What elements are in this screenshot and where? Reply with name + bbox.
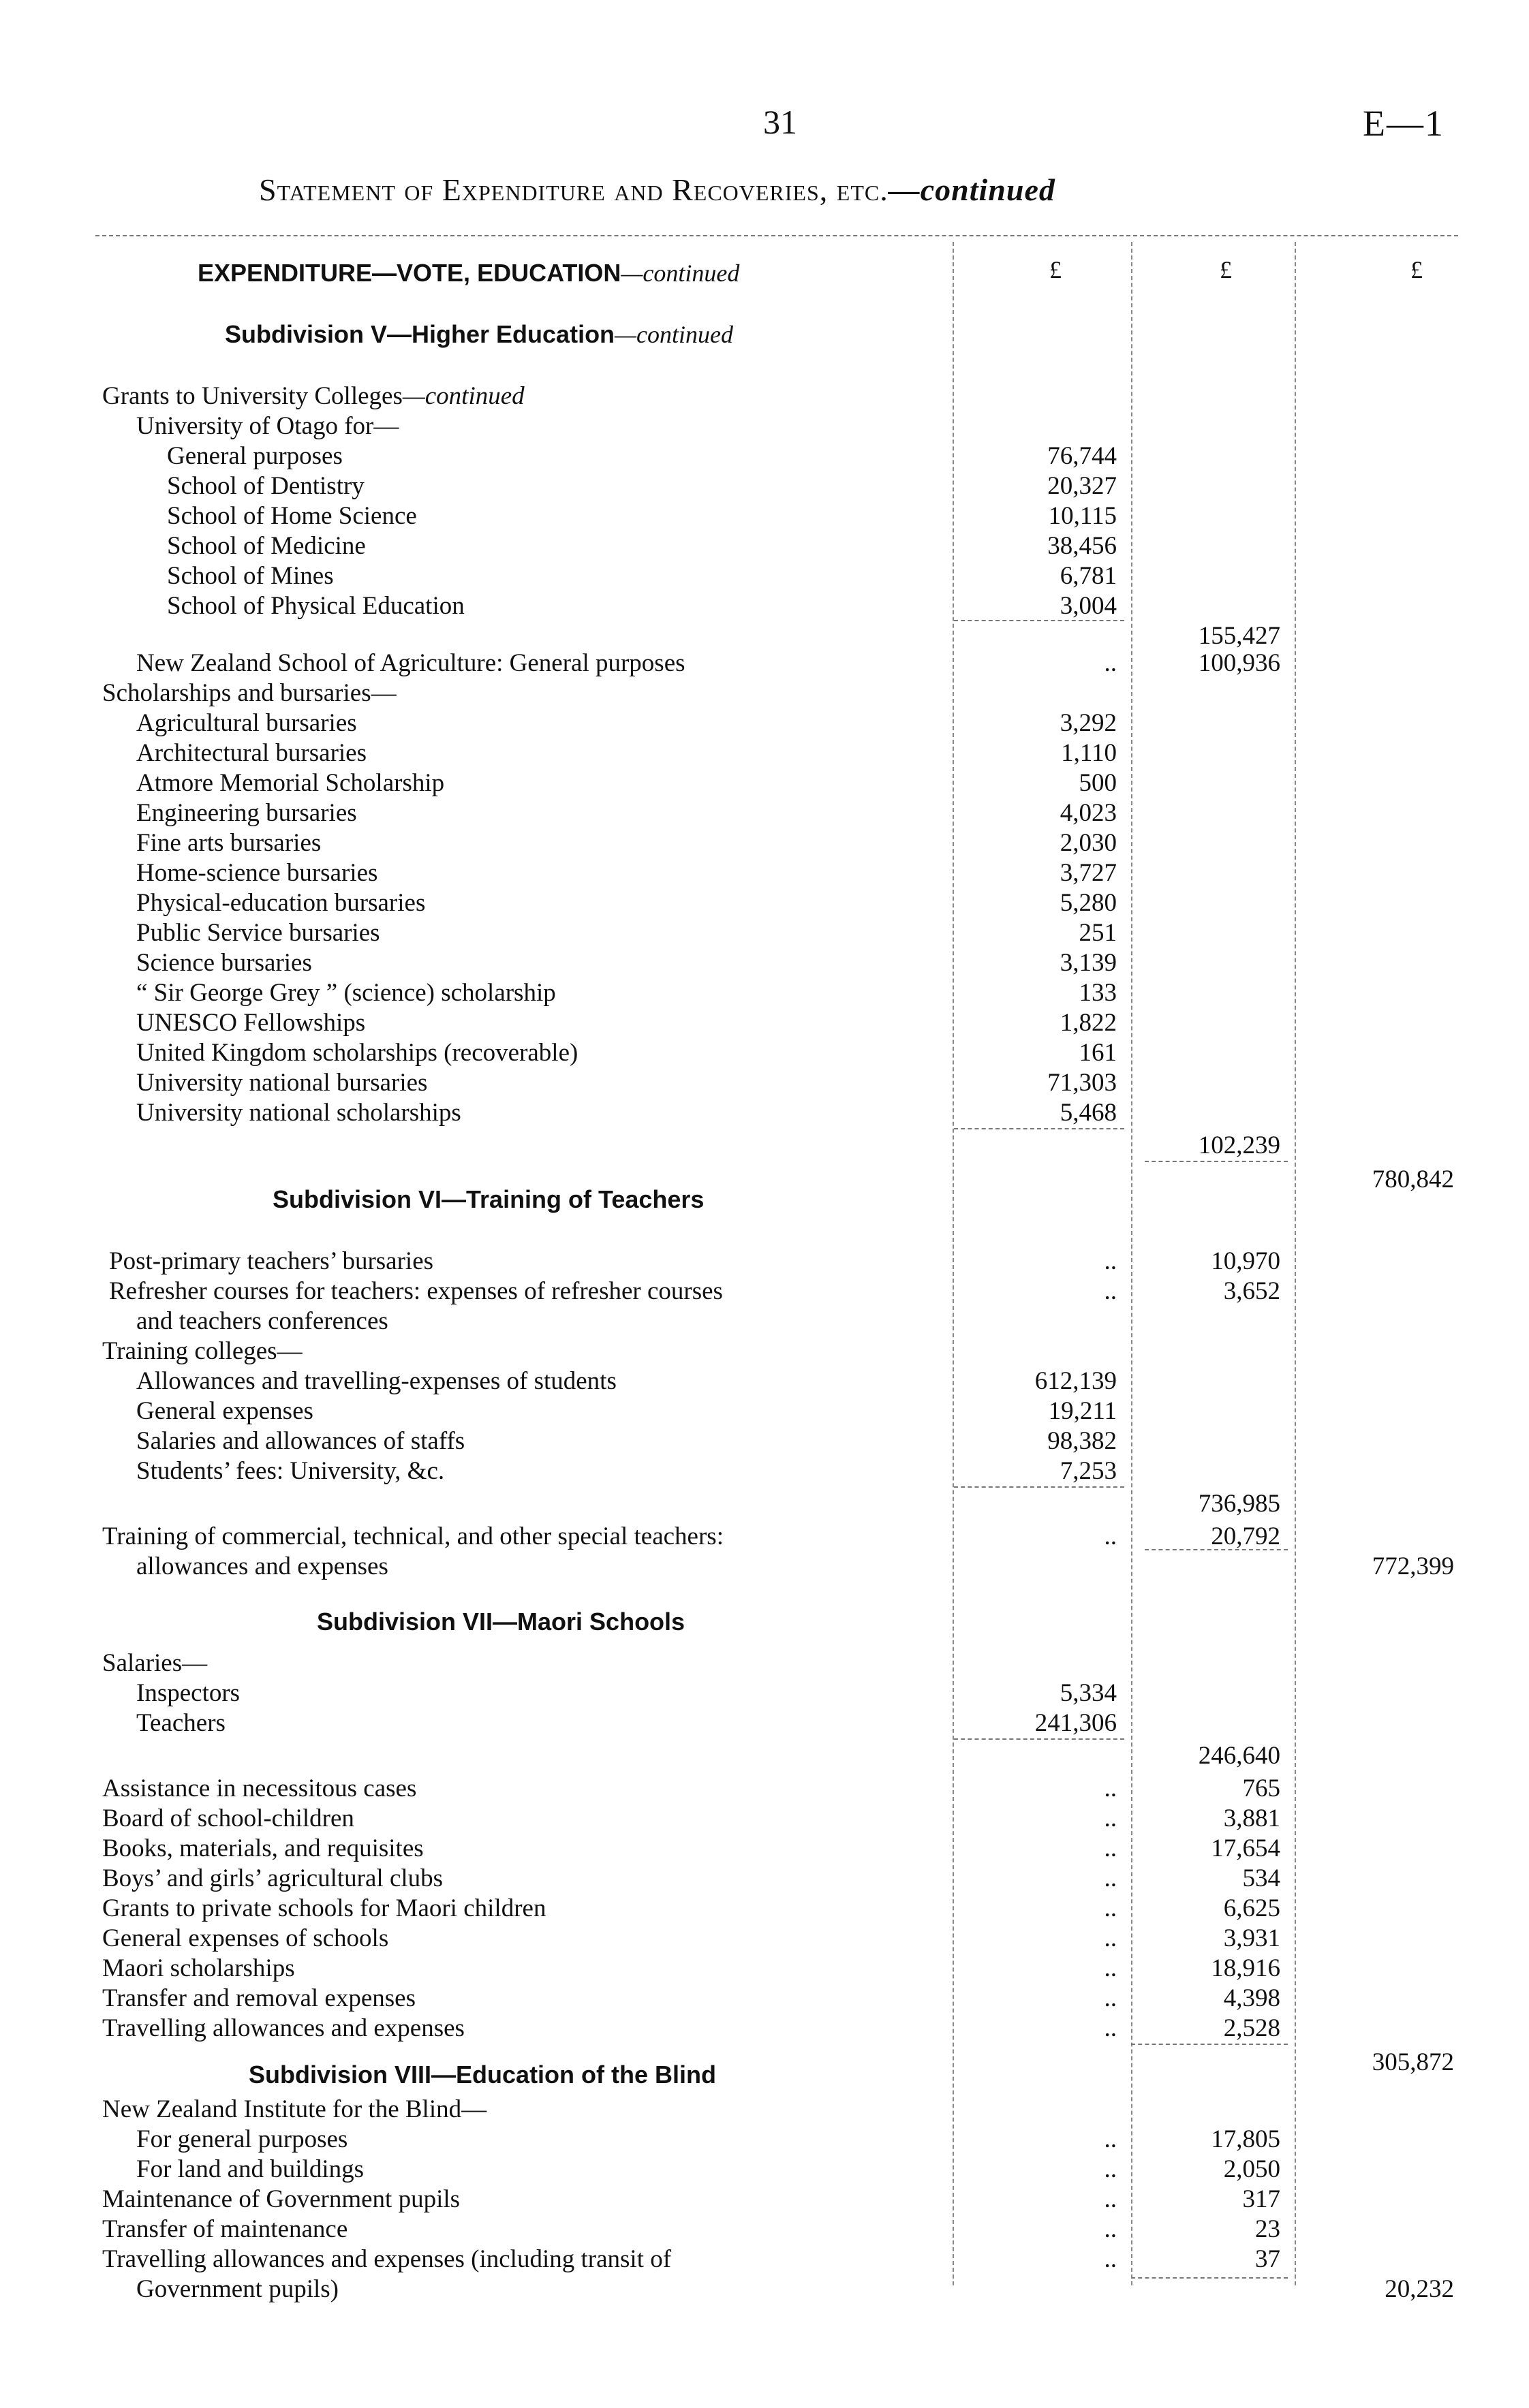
col1-value: .. bbox=[1104, 2185, 1117, 2213]
col1-value: 5,280 bbox=[1060, 889, 1117, 917]
row-label: Grants to private schools for Maori children bbox=[102, 1894, 546, 1922]
row-label: Allowances and travelling-expenses of students bbox=[136, 1367, 617, 1395]
list-item bbox=[0, 978, 1529, 1008]
col3-value: 780,842 bbox=[1372, 1166, 1454, 1193]
page-number: 31 bbox=[763, 103, 797, 141]
col1-value: .. bbox=[1104, 1247, 1117, 1275]
title-main: Statement of Expenditure and Recoveries, etc. bbox=[259, 172, 889, 207]
row-label: Board of school-children bbox=[102, 1804, 354, 1832]
row-label: Transfer and removal expenses bbox=[102, 1984, 416, 2012]
col1-value: 161 bbox=[1079, 1039, 1117, 1067]
subdivision-vii-heading: Subdivision VII—Maori Schools bbox=[317, 1608, 685, 1636]
page-title bbox=[259, 172, 1055, 208]
row-label: United Kingdom scholarships (recoverable) bbox=[136, 1039, 578, 1067]
col1-currency: £ bbox=[1049, 256, 1062, 283]
list-item bbox=[0, 1774, 1529, 1804]
row-label: Grants to University Colleges—continued bbox=[102, 382, 525, 410]
list-item bbox=[0, 1068, 1529, 1098]
list-item bbox=[0, 1038, 1529, 1068]
row-label: Refresher courses for teachers: expenses of refresher courses bbox=[109, 1277, 723, 1305]
col1-value: 7,253 bbox=[1060, 1457, 1117, 1485]
pp-bursaries-row bbox=[0, 1247, 1529, 1277]
subtotal-rule bbox=[1145, 1549, 1288, 1550]
list-item bbox=[0, 1984, 1529, 2014]
col1-value: 612,139 bbox=[1034, 1367, 1117, 1395]
list-item bbox=[0, 888, 1529, 918]
col1-value: .. bbox=[1104, 1522, 1117, 1550]
list-item bbox=[0, 1834, 1529, 1864]
col1-value: 5,468 bbox=[1060, 1099, 1117, 1127]
col1-value: .. bbox=[1104, 1864, 1117, 1892]
col1-value: 3,292 bbox=[1060, 709, 1117, 737]
col1-value: .. bbox=[1104, 1954, 1117, 1982]
scholarships-total bbox=[0, 1131, 1529, 1161]
row-label: University national scholarships bbox=[136, 1099, 461, 1127]
scholarships-heading bbox=[0, 678, 1529, 708]
col1-value: 251 bbox=[1079, 919, 1117, 947]
list-item bbox=[0, 1098, 1529, 1128]
row-label: Students’ fees: University, &c. bbox=[136, 1457, 445, 1485]
nz-agriculture-row bbox=[0, 648, 1529, 678]
document-reference: E—1 bbox=[1363, 103, 1445, 144]
row-label: Transfer of maintenance bbox=[102, 2215, 348, 2243]
list-item bbox=[0, 1426, 1529, 1456]
commercial-row bbox=[0, 1522, 1529, 1552]
subdivision-v-heading: Subdivision V—Higher Education—continued bbox=[225, 320, 734, 348]
row-label: For general purposes bbox=[136, 2125, 348, 2153]
list-item bbox=[0, 1894, 1529, 1924]
col2-value: 3,881 bbox=[1223, 1804, 1280, 1832]
row-label: University national bursaries bbox=[136, 1069, 428, 1097]
col2-value: 246,640 bbox=[1198, 1742, 1280, 1770]
subdivision-v-total bbox=[0, 1165, 1529, 1195]
row-label: Assistance in necessitous cases bbox=[102, 1774, 417, 1802]
col1-value: 3,004 bbox=[1060, 592, 1117, 620]
col2-value: 17,805 bbox=[1211, 2125, 1280, 2153]
list-item bbox=[0, 1954, 1529, 1984]
row-label: Travelling allowances and expenses (including transit of bbox=[102, 2245, 672, 2273]
col1-value: 20,327 bbox=[1047, 472, 1117, 500]
row-label: University of Otago for— bbox=[136, 412, 399, 440]
row-label: Inspectors bbox=[136, 1679, 241, 1707]
list-item bbox=[0, 2185, 1529, 2215]
list-item bbox=[0, 798, 1529, 828]
col1-value: 19,211 bbox=[1048, 1397, 1117, 1425]
list-item bbox=[0, 738, 1529, 768]
refresher-row-cont bbox=[0, 1307, 1529, 1336]
row-label: Boys’ and girls’ agricultural clubs bbox=[102, 1864, 444, 1892]
commercial-row-cont bbox=[0, 1552, 1529, 1582]
list-item bbox=[0, 471, 1529, 501]
list-item bbox=[0, 441, 1529, 471]
col1-value: 76,744 bbox=[1047, 442, 1117, 470]
grants-heading bbox=[0, 381, 1529, 411]
row-label: New Zealand Institute for the Blind— bbox=[102, 2095, 487, 2123]
col1-value: 6,781 bbox=[1060, 562, 1117, 590]
vote-heading: EXPENDITURE—VOTE, EDUCATION—continued bbox=[198, 259, 740, 287]
list-item bbox=[0, 501, 1529, 531]
col1-value: 1,110 bbox=[1061, 739, 1117, 767]
list-item bbox=[0, 858, 1529, 888]
list-item bbox=[0, 1396, 1529, 1426]
row-label: Training colleges— bbox=[102, 1337, 303, 1365]
row-label: General expenses of schools bbox=[102, 1924, 389, 1952]
title-continued: —continued bbox=[888, 172, 1055, 207]
col2-value: 765 bbox=[1242, 1774, 1280, 1802]
row-label: Scholarships and bursaries— bbox=[102, 679, 397, 707]
row-label: School of Physical Education bbox=[167, 592, 465, 620]
blind-travel-row bbox=[0, 2245, 1529, 2274]
col1-value: .. bbox=[1104, 1774, 1117, 1802]
col2-value: 3,652 bbox=[1223, 1277, 1280, 1305]
col1-value: .. bbox=[1104, 1277, 1117, 1305]
row-label: Agricultural bursaries bbox=[136, 709, 357, 737]
row-label: Physical-education bursaries bbox=[136, 889, 426, 917]
col2-value: 317 bbox=[1242, 2185, 1280, 2213]
row-label: Science bursaries bbox=[136, 949, 312, 977]
col3-value: 305,872 bbox=[1372, 2048, 1454, 2076]
col1-value: .. bbox=[1104, 1834, 1117, 1862]
row-label: Government pupils) bbox=[136, 2275, 339, 2303]
row-label: School of Dentistry bbox=[167, 472, 365, 500]
col3-value: 20,232 bbox=[1385, 2275, 1454, 2303]
col1-value: .. bbox=[1104, 1984, 1117, 2012]
list-item bbox=[0, 531, 1529, 561]
col1-value: 5,334 bbox=[1060, 1679, 1117, 1707]
col1-value: 1,822 bbox=[1060, 1009, 1117, 1037]
list-item bbox=[0, 591, 1529, 621]
row-label: Training of commercial, technical, and other special teachers: bbox=[102, 1522, 724, 1550]
list-item bbox=[0, 1804, 1529, 1834]
row-label: Atmore Memorial Scholarship bbox=[136, 769, 445, 797]
col1-value: .. bbox=[1104, 2155, 1117, 2183]
list-item bbox=[0, 948, 1529, 978]
list-item bbox=[0, 708, 1529, 738]
row-label: General expenses bbox=[136, 1397, 313, 1425]
list-item bbox=[0, 828, 1529, 858]
row-label: Salaries— bbox=[102, 1649, 208, 1677]
list-item bbox=[0, 1456, 1529, 1486]
row-label: Teachers bbox=[136, 1709, 226, 1737]
col3-value: 772,399 bbox=[1372, 1552, 1454, 1580]
col2-value: 20,792 bbox=[1211, 1522, 1280, 1550]
col1-value: .. bbox=[1104, 649, 1117, 677]
row-label: School of Home Science bbox=[167, 502, 417, 530]
row-label: Salaries and allowances of staffs bbox=[136, 1427, 465, 1455]
list-item bbox=[0, 2155, 1529, 2185]
row-label: Fine arts bursaries bbox=[136, 829, 322, 857]
col1-value: 4,023 bbox=[1060, 799, 1117, 827]
row-label: Home-science bursaries bbox=[136, 859, 378, 887]
col1-value: 38,456 bbox=[1047, 532, 1117, 560]
row-label: Public Service bursaries bbox=[136, 919, 380, 947]
subtotal-rule bbox=[1145, 1161, 1288, 1162]
list-item bbox=[0, 2125, 1529, 2155]
row-label: allowances and expenses bbox=[136, 1552, 388, 1580]
list-item bbox=[0, 1708, 1529, 1738]
refresher-row bbox=[0, 1277, 1529, 1307]
subdivision-viii-heading: Subdivision VIII—Education of the Blind bbox=[249, 2061, 717, 2089]
col1-value: .. bbox=[1104, 2245, 1117, 2273]
col3-currency: £ bbox=[1410, 256, 1423, 283]
top-rule bbox=[95, 235, 1458, 236]
row-label: “ Sir George Grey ” (science) scholarship bbox=[136, 979, 556, 1007]
otago-heading bbox=[0, 411, 1529, 441]
training-colleges-total bbox=[0, 1489, 1529, 1519]
list-item bbox=[0, 1924, 1529, 1954]
row-label: Architectural bursaries bbox=[136, 739, 367, 767]
col2-value: 23 bbox=[1255, 2215, 1280, 2243]
list-item bbox=[0, 1678, 1529, 1708]
col2-value: 534 bbox=[1242, 1864, 1280, 1892]
col2-value: 18,916 bbox=[1211, 1954, 1280, 1982]
list-item bbox=[0, 768, 1529, 798]
row-label: Travelling allowances and expenses bbox=[102, 2014, 465, 2042]
list-item bbox=[0, 2014, 1529, 2044]
row-label: General purposes bbox=[167, 442, 343, 470]
col1-value: 3,727 bbox=[1060, 859, 1117, 887]
otago-total bbox=[0, 621, 1529, 651]
blind-institute-heading bbox=[0, 2095, 1529, 2125]
col2-value: 4,398 bbox=[1223, 1984, 1280, 2012]
row-label: Maori scholarships bbox=[102, 1954, 295, 1982]
col2-value: 37 bbox=[1255, 2245, 1280, 2273]
col2-value: 100,936 bbox=[1198, 649, 1280, 677]
col1-value: .. bbox=[1104, 2215, 1117, 2243]
col2-value: 155,427 bbox=[1198, 622, 1280, 650]
col2-value: 102,239 bbox=[1198, 1131, 1280, 1159]
col1-value: 71,303 bbox=[1047, 1069, 1117, 1097]
row-label: School of Mines bbox=[167, 562, 334, 590]
col1-value: 500 bbox=[1079, 769, 1117, 797]
col1-value: 3,139 bbox=[1060, 949, 1117, 977]
col2-value: 17,654 bbox=[1211, 1834, 1280, 1862]
row-label: UNESCO Fellowships bbox=[136, 1009, 366, 1037]
col2-value: 2,050 bbox=[1223, 2155, 1280, 2183]
col2-value: 3,931 bbox=[1223, 1924, 1280, 1952]
col1-value: .. bbox=[1104, 2014, 1117, 2042]
col2-currency: £ bbox=[1220, 256, 1232, 283]
list-item bbox=[0, 1008, 1529, 1038]
col2-value: 6,625 bbox=[1223, 1894, 1280, 1922]
row-label-continued: —continued bbox=[402, 382, 525, 410]
row-label: New Zealand School of Agriculture: General purposes bbox=[136, 649, 685, 677]
row-label: Books, materials, and requisites bbox=[102, 1834, 424, 1862]
row-label: Maintenance of Government pupils bbox=[102, 2185, 461, 2213]
col1-value: 133 bbox=[1079, 979, 1117, 1007]
row-label: Engineering bursaries bbox=[136, 799, 357, 827]
blind-travel-row-cont bbox=[0, 2274, 1529, 2304]
col1-value: .. bbox=[1104, 1894, 1117, 1922]
subdivision-vii-total bbox=[0, 2048, 1529, 2078]
list-item bbox=[0, 561, 1529, 591]
training-colleges-heading bbox=[0, 1336, 1529, 1366]
col1-value: 10,115 bbox=[1048, 502, 1117, 530]
list-item bbox=[0, 918, 1529, 948]
list-item bbox=[0, 1366, 1529, 1396]
col1-value: .. bbox=[1104, 1804, 1117, 1832]
col1-value: 241,306 bbox=[1034, 1709, 1117, 1737]
col2-value: 10,970 bbox=[1211, 1247, 1280, 1275]
subtotal-rule bbox=[954, 1738, 1124, 1740]
col1-value: 98,382 bbox=[1047, 1427, 1117, 1455]
col1-value: .. bbox=[1104, 1924, 1117, 1952]
row-label: Post-primary teachers’ bursaries bbox=[109, 1247, 434, 1275]
subtotal-rule bbox=[1131, 2044, 1288, 2045]
list-item bbox=[0, 2215, 1529, 2245]
salaries-total bbox=[0, 1741, 1529, 1771]
col1-value: .. bbox=[1104, 2125, 1117, 2153]
salaries-heading bbox=[0, 1648, 1529, 1678]
col1-value: 2,030 bbox=[1060, 829, 1117, 857]
subtotal-rule bbox=[954, 1128, 1124, 1129]
subdivision-vi-heading: Subdivision VI—Training of Teachers bbox=[273, 1185, 705, 1213]
list-item bbox=[0, 1864, 1529, 1894]
col2-value: 2,528 bbox=[1223, 2014, 1280, 2042]
row-label: For land and buildings bbox=[136, 2155, 365, 2183]
row-label: and teachers conferences bbox=[136, 1307, 388, 1335]
subtotal-rule bbox=[954, 1486, 1124, 1488]
row-label: School of Medicine bbox=[167, 532, 366, 560]
col2-value: 736,985 bbox=[1198, 1490, 1280, 1518]
